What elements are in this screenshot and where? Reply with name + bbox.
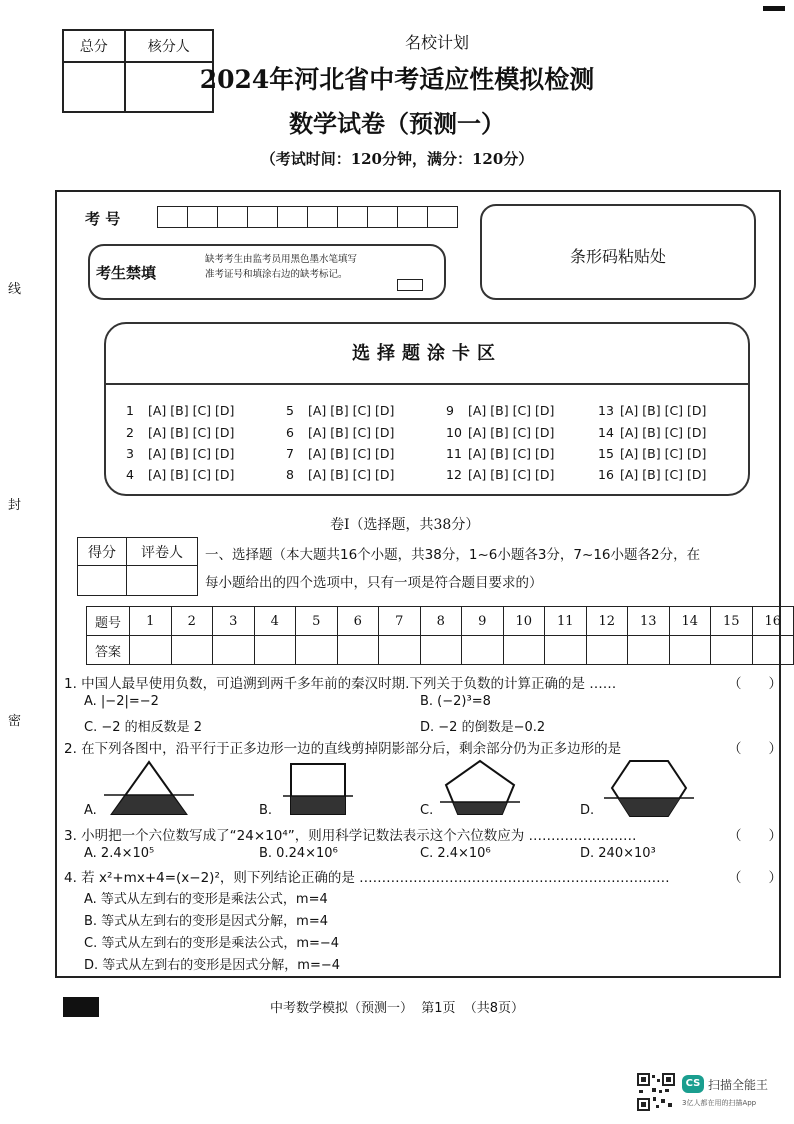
exam-info: （考试时间：120分钟，满分：120分） [260, 150, 534, 168]
grid-number-12: 12 [586, 607, 628, 636]
grid-number-8: 8 [420, 607, 462, 636]
q3-option-a: A. 2.4×10⁵ [84, 846, 155, 861]
question-1-blank[interactable]: （ ） [728, 676, 782, 692]
grid-answer-cell-13[interactable] [628, 636, 670, 665]
bubble-options[interactable]: [A] [B] [C] [D] [308, 446, 395, 461]
checker-label: 核分人 [125, 30, 213, 62]
question-1-stem: 1. 中国人最早使用负数，可追溯到两千多年前的秦汉时期.下列关于负数的计算正确的是 …… [64, 676, 617, 692]
q1-option-d: D. −2 的倒数是−0.2 [420, 720, 546, 735]
square-figure [283, 760, 353, 818]
section-grader-label: 评卷人 [126, 538, 197, 566]
bubble-question-number: 13 [598, 403, 614, 418]
grid-number-2: 2 [171, 607, 213, 636]
q4-option-c: C. 等式从左到右的变形是乘法公式，m=−4 [84, 936, 340, 951]
bubble-question-number: 12 [446, 467, 462, 482]
grid-number-3: 3 [213, 607, 255, 636]
question-4-stem: 4. 若 x²+mx+4=(x−2)²，则下列结论正确的是 …………………………………………………………… [64, 870, 670, 886]
grid-number-10: 10 [503, 607, 545, 636]
q4-option-b: B. 等式从左到右的变形是因式分解，m=4 [84, 914, 329, 929]
question-2-blank[interactable]: （ ） [728, 741, 782, 757]
grid-answer-cell-7[interactable] [379, 636, 421, 665]
grid-number-4: 4 [254, 607, 296, 636]
q3-option-c: C. 2.4×10⁶ [420, 846, 491, 861]
scanner-badge: CS [682, 1075, 704, 1093]
bubble-row-15 [598, 446, 706, 461]
bubble-row-1 [126, 403, 234, 418]
q4-option-d: D. 等式从左到右的变形是因式分解，m=−4 [84, 958, 340, 973]
grid-number-15: 15 [711, 607, 753, 636]
q2-option-d: D. [580, 803, 595, 818]
bubble-question-number: 5 [286, 403, 294, 418]
bubble-options[interactable]: [A] [B] [C] [D] [308, 467, 395, 482]
bubble-question-number: 6 [286, 425, 294, 440]
registration-mark [763, 6, 785, 11]
q1-option-b: B. (−2)³=8 [420, 694, 491, 709]
grid-number-header: 题号 [87, 607, 130, 636]
section-score-cell[interactable] [78, 566, 127, 596]
exam-subtitle: 数学试卷（预测一） [289, 109, 505, 138]
grid-number-9: 9 [462, 607, 504, 636]
bubble-options[interactable]: [A] [B] [C] [D] [468, 425, 555, 440]
bubble-options[interactable]: [A] [B] [C] [D] [308, 403, 395, 418]
bubble-question-number: 4 [126, 467, 134, 482]
bubble-options[interactable]: [A] [B] [C] [D] [620, 425, 707, 440]
question-2-stem: 2. 在下列各图中，沿平行于正多边形一边的直线剪掉阴影部分后，剩余部分仍为正多边形的是 [64, 741, 622, 757]
grid-answer-cell-4[interactable] [254, 636, 296, 665]
qr-code-icon [637, 1073, 675, 1111]
instructions-line-1: 一、选择题（本大题共16个小题，共38分，1~6小题各3分，7~16小题各2分，在 [205, 547, 701, 563]
answer-grid [86, 606, 794, 665]
section-grader-cell[interactable] [126, 566, 197, 596]
bubble-row-7 [286, 446, 394, 461]
q2-option-c: C. [420, 803, 434, 818]
bubble-options[interactable]: [A] [B] [C] [D] [468, 446, 555, 461]
grid-answer-cell-1[interactable] [130, 636, 172, 665]
grid-number-16: 16 [752, 607, 794, 636]
grid-answer-cell-12[interactable] [586, 636, 628, 665]
grid-answer-cell-14[interactable] [669, 636, 711, 665]
total-score-label: 总分 [63, 30, 125, 62]
bubble-question-number: 11 [446, 446, 462, 461]
scanner-name: 扫描全能王 [708, 1078, 769, 1092]
bubble-row-11 [446, 446, 554, 461]
bubble-row-16 [598, 467, 706, 482]
grid-answer-cell-2[interactable] [171, 636, 213, 665]
bubble-question-number: 7 [286, 446, 294, 461]
bubble-row-13 [598, 403, 706, 418]
q2-option-a: A. [84, 803, 97, 818]
section-score-table [77, 537, 198, 596]
answer-card-title: 选择题涂卡区 [352, 343, 502, 364]
binding-seal-label: 封 [8, 498, 22, 513]
bubble-question-number: 8 [286, 467, 294, 482]
bubble-row-8 [286, 467, 394, 482]
answer-card-divider [104, 383, 750, 385]
candidate-note: 缺考考生由监考员用黑色墨水笔填写准考证号和填涂右边的缺考标记。 [205, 254, 358, 280]
bubble-question-number: 14 [598, 425, 614, 440]
grid-number-6: 6 [337, 607, 379, 636]
q1-option-c: C. −2 的相反数是 2 [84, 720, 203, 735]
bubble-row-2 [126, 425, 234, 440]
binding-secret-label: 密 [8, 714, 22, 729]
section-heading: 卷Ⅰ（选择题，共38分） [330, 517, 480, 533]
bubble-options[interactable]: [A] [B] [C] [D] [148, 446, 235, 461]
grid-number-1: 1 [130, 607, 172, 636]
bubble-options[interactable]: [A] [B] [C] [D] [148, 467, 235, 482]
grid-answer-cell-9[interactable] [462, 636, 504, 665]
bubble-question-number: 2 [126, 425, 134, 440]
grid-number-14: 14 [669, 607, 711, 636]
section-score-label: 得分 [78, 538, 127, 566]
grid-answer-cell-8[interactable] [420, 636, 462, 665]
grid-answer-cell-11[interactable] [545, 636, 587, 665]
bubble-row-12 [446, 467, 554, 482]
triangle-figure [104, 758, 194, 818]
bubble-question-number: 10 [446, 425, 462, 440]
bubble-question-number: 3 [126, 446, 134, 461]
bubble-options[interactable]: [A] [B] [C] [D] [308, 425, 395, 440]
q4-option-a: A. 等式从左到右的变形是乘法公式，m=4 [84, 892, 328, 907]
bubble-question-number: 9 [446, 403, 454, 418]
q3-option-b: B. 0.24×10⁶ [259, 846, 338, 861]
grid-answer-cell-16[interactable] [752, 636, 794, 665]
bubble-row-10 [446, 425, 554, 440]
grid-number-13: 13 [628, 607, 670, 636]
grid-number-11: 11 [545, 607, 587, 636]
pentagon-figure [440, 758, 520, 818]
bubble-row-9 [446, 403, 554, 418]
hexagon-figure [604, 758, 694, 820]
page-footer: 中考数学模拟（预测一） 第1页 （共8页） [269, 1001, 525, 1016]
question-4-blank[interactable]: （ ） [728, 870, 782, 886]
grid-answer-cell-6[interactable] [337, 636, 379, 665]
grid-answer-cell-5[interactable] [296, 636, 338, 665]
bubble-options[interactable]: [A] [B] [C] [D] [620, 403, 707, 418]
question-3-stem: 3. 小明把一个六位数写成了“24×10⁴”，则用科学记数法表示这个六位数应为 …………………… [64, 828, 637, 844]
bubble-row-6 [286, 425, 394, 440]
bubble-options[interactable]: [A] [B] [C] [D] [148, 425, 235, 440]
question-3-blank[interactable]: （ ） [728, 828, 782, 844]
scanner-tagline: 3亿人都在用的扫描App [682, 1099, 757, 1107]
bubble-question-number: 16 [598, 467, 614, 482]
grid-number-7: 7 [379, 607, 421, 636]
grid-answer-cell-15[interactable] [711, 636, 753, 665]
bubble-options[interactable]: [A] [B] [C] [D] [148, 403, 235, 418]
exam-title: 2024年河北省中考适应性模拟检测 [199, 65, 595, 94]
bubble-row-14 [598, 425, 706, 440]
absent-mark-box[interactable] [397, 279, 423, 291]
bubble-options[interactable]: [A] [B] [C] [D] [620, 467, 707, 482]
bubble-options[interactable]: [A] [B] [C] [D] [620, 446, 707, 461]
grid-number-5: 5 [296, 607, 338, 636]
bubble-question-number: 1 [126, 403, 134, 418]
exam-no-boxes[interactable] [157, 206, 457, 228]
bubble-row-4 [126, 467, 234, 482]
bubble-row-3 [126, 446, 234, 461]
candidate-label: 考生禁填 [96, 264, 157, 282]
bubble-row-5 [286, 403, 394, 418]
bubble-question-number: 15 [598, 446, 614, 461]
bubble-options[interactable]: [A] [B] [C] [D] [468, 467, 555, 482]
exam-no-label: 考 号 [85, 210, 121, 228]
brand-label: 名校计划 [404, 33, 469, 52]
grid-answer-cell-10[interactable] [503, 636, 545, 665]
q3-option-d: D. 240×10³ [580, 846, 656, 861]
q2-option-b: B. [259, 803, 273, 818]
grid-answer-cell-3[interactable] [213, 636, 255, 665]
bubble-options[interactable]: [A] [B] [C] [D] [468, 403, 555, 418]
q1-option-a: A. |−2|=−2 [84, 694, 159, 709]
grid-answer-header: 答案 [87, 636, 130, 665]
instructions-line-2: 每小题给出的四个选项中，只有一项是符合题目要求的） [205, 575, 543, 591]
barcode-label: 条形码粘贴处 [569, 247, 666, 266]
binding-line-label: 线 [8, 282, 22, 297]
